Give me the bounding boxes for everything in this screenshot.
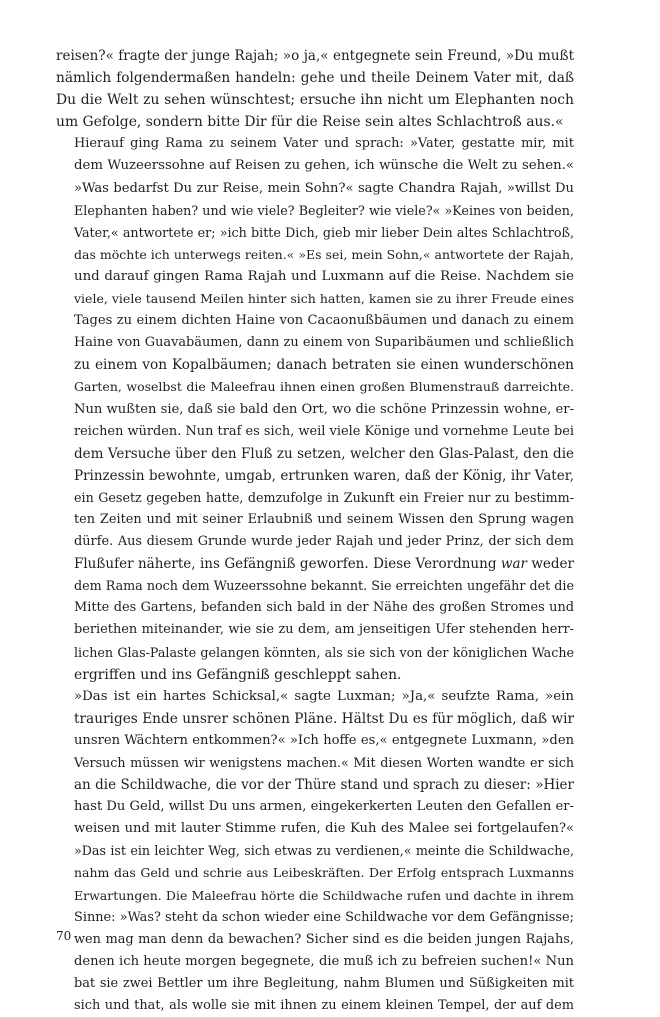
body-text	[56, 45, 574, 1017]
text-line: ein Gesetz gegeben hatte, demzufolge in Zukunft ein Freier nur zu bestimm-	[74, 489, 574, 505]
text-line: hast Du Geld, willst Du uns armen, eingekerkerten Leuten den Gefallen er-	[74, 799, 574, 815]
text-line: Haine von Guavabäumen, dann zu einem von Suparibäumen und schließlich	[74, 335, 574, 351]
paragraph-3	[56, 686, 574, 1017]
text-line: Hierauf ging Rama zu seinem Vater und sprach: »Vater, gestatte mir, mit	[74, 136, 574, 152]
text-line: dürfe. Aus diesem Grunde wurde jeder Rajah und jeder Prinz, der sich dem	[74, 534, 574, 550]
text-line: Tages zu einem dichten Haine von Cacaonußbäumen und danach zu einem	[74, 313, 574, 329]
text-line: reichen würden. Nun traf es sich, weil viele Könige und vornehme Leute bei	[74, 423, 574, 439]
text-line: Du die Welt zu sehen wünschtest; ersuche ihn nicht um Elephanten noch	[56, 92, 574, 109]
text-line: dem Versuche über den Fluß zu setzen, welcher den Glas-Palast, den die	[74, 445, 574, 462]
text-line: bat sie zwei Bettler um ihre Begleitung, nahm Blumen und Süßigkeiten mit	[74, 975, 574, 991]
text-line: Sinne: »Was? steht da schon wieder eine Schildwache vor dem Gefängnisse;	[74, 909, 574, 925]
emphasis: war	[500, 556, 527, 573]
text-line: Mitte des Gartens, befanden sich bald in der Nähe des großen Stromes und	[74, 600, 574, 616]
paragraph-1	[56, 45, 574, 133]
text-line: lichen Glas-Palaste gelangen könnten, als sie sich von der königlichen Wache	[74, 644, 574, 660]
text-line: beriethen miteinander, wie sie zu dem, am jenseitigen Ufer stehenden herr-	[74, 622, 574, 638]
text-line: Prinzessin bewohnte, umgab, ertrunken waren, daß der König, ihr Vater,	[74, 467, 574, 484]
text-line: trauriges Ende unsrer schönen Pläne. Hältst Du es für möglich, daß wir	[74, 710, 574, 727]
text-line: sich und that, als wolle sie mit ihnen zu einem kleinen Tempel, der auf dem	[74, 998, 574, 1014]
paragraph-2	[56, 133, 574, 685]
text-line: Flußufer näherte, ins Gefängniß geworfen. Diese Verordnung war weder	[74, 556, 575, 573]
text-line: reisen?« fragte der junge Rajah; »o ja,« entgegnete sein Freund, »Du mußt	[56, 48, 574, 64]
text-line: wen mag man denn da bewachen? Sicher sind es die beiden jungen Rajahs,	[74, 931, 574, 947]
text-line: zu einem von Kopalbäumen; danach betraten sie einen wunderschönen	[74, 357, 574, 374]
text-line: und darauf gingen Rama Rajah und Luxmann auf die Reise. Nachdem sie	[74, 268, 574, 284]
text-line: dem Wuzeerssohne auf Reisen zu gehen, ich wünsche die Welt zu sehen.«	[74, 158, 574, 174]
page-number: 70	[56, 929, 72, 943]
text-line: Erwartungen. Die Maleefrau hörte die Schildwache rufen und dachte in ihrem	[74, 887, 574, 903]
text-line: »Das ist ein leichter Weg, sich etwas zu verdienen,« meinte die Schildwache,	[74, 843, 574, 859]
text-line: Vater,« antwortete er; »ich bitte Dich, gieb mir lieber Dein altes Schlachtroß,	[74, 224, 574, 240]
text-line: Garten, woselbst die Maleefrau ihnen einen großen Blumenstrauß darreichte.	[74, 379, 574, 395]
text-line: »Was bedarfst Du zur Reise, mein Sohn?« sagte Chandra Rajah, »willst Du	[74, 180, 574, 196]
text-line: Elephanten haben? und wie viele? Begleiter? wie viele?« »Keines von beiden,	[74, 202, 574, 218]
text-line: an die Schildwache, die vor der Thüre stand und sprach zu dieser: »Hier	[74, 777, 574, 794]
text-line: um Gefolge, sondern bitte Dir für die Reise sein altes Schlachtroß aus.«	[56, 114, 564, 131]
text-line: Versuch müssen wir wenigstens machen.« Mit diesen Worten wandte er sich	[74, 755, 574, 770]
text-line: das möchte ich unterwegs reiten.« »Es sei, mein Sohn,« antwortete der Rajah,	[74, 246, 574, 262]
text-line: dem Rama noch dem Wuzeerssohne bekannt. Sie erreichten ungefähr det die	[74, 578, 574, 594]
text-line: ten Zeiten und mit seiner Erlaubniß und seinem Wissen den Sprung wagen	[74, 511, 574, 527]
text-line: denen ich heute morgen begegnete, die muß ich zu befreien suchen!« Nun	[74, 953, 574, 969]
text-line: Nun wußten sie, daß sie bald den Ort, wo die schöne Prinzessin wohne, er-	[74, 401, 574, 417]
text-line: »Das ist ein hartes Schicksal,« sagte Luxman; »Ja,« seufzte Rama, »ein	[74, 688, 574, 704]
text-line: weisen und mit lauter Stimme rufen, die Kuh des Malee sei fortgelaufen?«	[74, 821, 574, 837]
text-line: unsren Wächtern entkommen?« »Ich hoffe es,« entgegnete Luxmann, »den	[74, 732, 574, 748]
text-line: nämlich folgendermaßen handeln: gehe und theile Deinem Vater mit, daß	[56, 70, 574, 87]
text-line: ergriffen und ins Gefängniß geschleppt sahen.	[74, 666, 402, 683]
text-line: viele, viele tausend Meilen hinter sich hatten, kamen sie zu ihrer Freude eines	[74, 291, 574, 307]
text-line: nahm das Geld und schrie aus Leibeskräften. Der Erfolg entsprach Luxmanns	[74, 865, 574, 881]
